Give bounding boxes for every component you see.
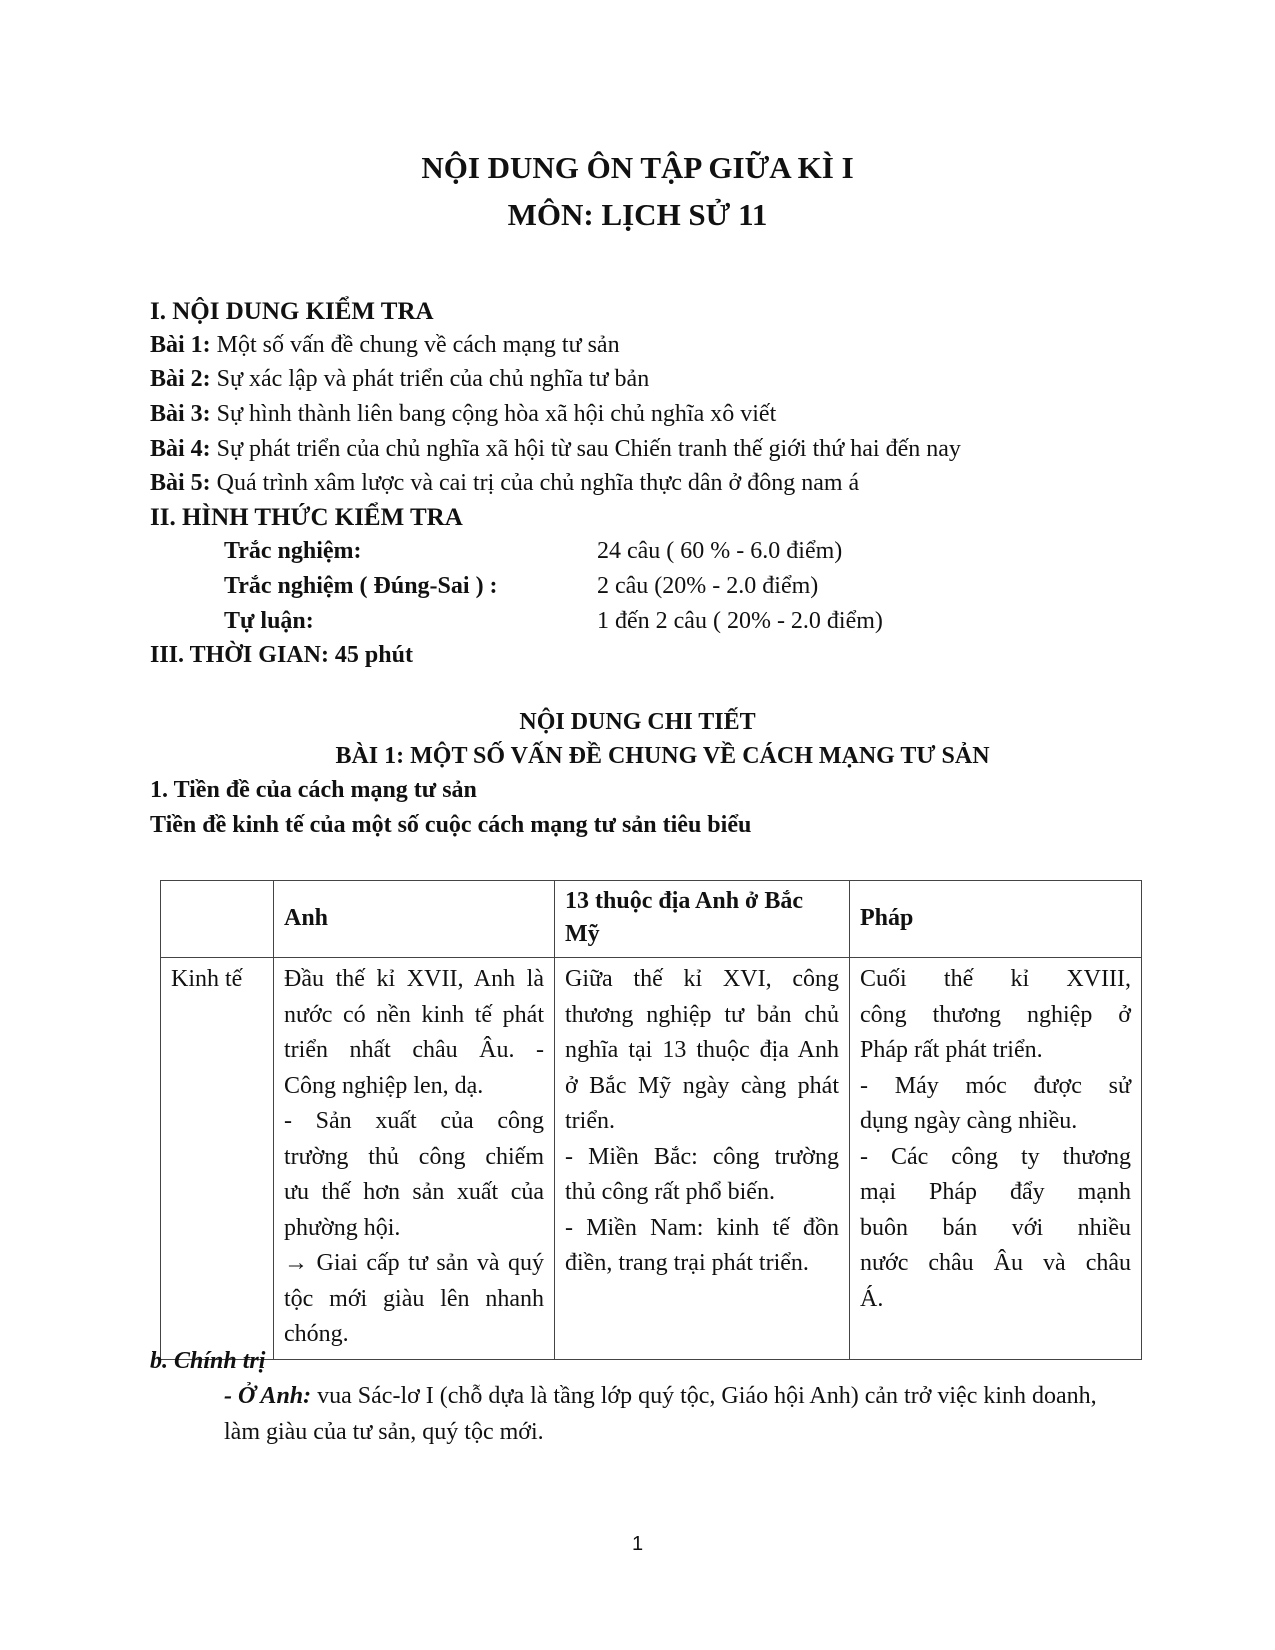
cell-phap [850, 958, 1142, 1360]
cell-line: - Miền Bắc: công trường [565, 1143, 839, 1170]
document-title: NỘI DUNG ÔN TẬP GIỮA KÌ I [421, 150, 854, 185]
cell-13-colonies [555, 958, 850, 1360]
cell-line: Giữa thế kỉ XVI, công [565, 966, 839, 992]
detail-heading: NỘI DUNG CHI TIẾT [519, 709, 756, 735]
lesson-item [150, 363, 649, 395]
format-value: 2 câu (20% - 2.0 điểm) [597, 573, 819, 599]
table-header-row [161, 881, 1142, 958]
cell-line: nước có nền kinh tế phát [284, 1001, 544, 1028]
cell-line: tộc mới giàu lên nhanh [284, 1285, 544, 1312]
section-heading-time: III. THỜI GIAN: 45 phút [150, 642, 413, 668]
economy-table [160, 880, 1142, 1360]
lesson-text: Quá trình xâm lược và cai trị của chủ nghĩa thực dân ở đông nam á [216, 470, 860, 496]
cell-line: Á. [860, 1285, 884, 1312]
format-label: Tự luận: [224, 608, 314, 634]
cell-line: thủ công rất phổ biến. [565, 1179, 775, 1205]
lesson-label: Bài 1: [150, 332, 211, 358]
cell-line: → Giai cấp tư sản và quý [284, 1250, 544, 1276]
lesson-text: Sự xác lập và phát triển của chủ nghĩa tư bản [216, 366, 650, 392]
cell-line: Cuối thế kỉ XVIII, [860, 966, 1131, 992]
cell-line: thương nghiệp tư bản chủ [565, 1001, 839, 1028]
cell-line: chóng. [284, 1321, 349, 1347]
page-number: 1 [631, 1533, 644, 1555]
table-header-cell: 13 thuộc địa Anh ở Bắc Mỹ [555, 881, 850, 958]
cell-line: triển nhất châu Âu. - [284, 1037, 544, 1063]
lesson-text: Sự phát triển của chủ nghĩa xã hội từ sau Chiến tranh thế giới thứ hai đến nay [216, 436, 961, 462]
section-heading-content: I. NỘI DUNG KIỂM TRA [150, 298, 434, 325]
table-header-cell [161, 881, 274, 958]
cell-line: - Miền Nam: kinh tế đồn [565, 1214, 839, 1241]
paragraph-label: - Ở Anh: [224, 1383, 312, 1409]
cell-anh [274, 958, 555, 1360]
lesson-label: Bài 5: [150, 470, 211, 496]
row-label: Kinh tế [161, 958, 274, 1360]
cell-line: ưu thế hơn sản xuất của [284, 1179, 544, 1205]
format-label: Trắc nghiệm ( Đúng-Sai ) : [224, 573, 498, 599]
table-header-cell: Pháp [850, 881, 1142, 958]
format-value: 1 đến 2 câu ( 20% - 2.0 điểm) [597, 608, 883, 634]
lesson-item [150, 329, 620, 361]
cell-line: Công nghiệp len, dạ. [284, 1072, 484, 1099]
cell-line: ở Bắc Mỹ ngày càng phát [565, 1072, 839, 1099]
lesson-title: BÀI 1: MỘT SỐ VẤN ĐỀ CHUNG VỀ CÁCH MẠNG TƯ SẢN [335, 743, 990, 769]
format-value: 24 câu ( 60 % - 6.0 điểm) [597, 538, 843, 564]
lesson-label: Bài 4: [150, 436, 211, 462]
cell-line: nghĩa tại 13 thuộc địa Anh [565, 1037, 839, 1063]
lesson-item [150, 433, 961, 465]
cell-line: công thương nghiệp ở [860, 1001, 1131, 1028]
cell-line: Đầu thế kỉ XVII, Anh là [284, 966, 544, 992]
cell-line: - Máy móc được sử [860, 1072, 1131, 1099]
cell-line: phường hội. [284, 1214, 401, 1241]
lesson-label: Bài 2: [150, 366, 211, 392]
cell-line: buôn bán với nhiều [860, 1214, 1131, 1241]
politics-paragraph [224, 1378, 1124, 1450]
cell-line: Pháp rất phát triển. [860, 1037, 1043, 1063]
lesson-text: Một số vấn đề chung về cách mạng tư sản [216, 332, 620, 358]
cell-line: mại Pháp đẩy mạnh [860, 1179, 1131, 1205]
cell-line: trường thủ công chiếm [284, 1143, 544, 1170]
subsection-politics: b. Chính trị [150, 1348, 266, 1374]
cell-line: nước châu Âu và châu [860, 1250, 1131, 1276]
subject-title: MÔN: LỊCH SỬ 11 [507, 197, 768, 232]
cell-line: điền, trang trại phát triển. [565, 1250, 809, 1276]
lesson-label: Bài 3: [150, 401, 211, 427]
cell-line: - Sản xuất của công [284, 1108, 544, 1134]
table-header-cell: Anh [274, 881, 555, 958]
section-heading-format: II. HÌNH THỨC KIỂM TRA [150, 504, 463, 531]
subsection-heading: 1. Tiền đề của cách mạng tư sản [150, 777, 477, 803]
cell-line: triển. [565, 1108, 615, 1134]
table-row [161, 958, 1142, 1360]
cell-line: - Các công ty thương [860, 1143, 1131, 1170]
format-label: Trắc nghiệm: [224, 538, 362, 564]
lesson-item [150, 467, 859, 499]
table-caption: Tiền đề kinh tế của một số cuộc cách mạng tư sản tiêu biểu [150, 812, 752, 838]
paragraph-text: vua Sác-lơ I (chỗ dựa là tầng lớp quý tộc, Giáo hội Anh) cản trở việc kinh doanh, làm giàu của tư sản, quý tộc mới. [224, 1383, 1097, 1445]
lesson-item [150, 398, 776, 430]
cell-line: dụng ngày càng nhiều. [860, 1108, 1078, 1134]
lesson-text: Sự hình thành liên bang cộng hòa xã hội chủ nghĩa xô viết [216, 401, 777, 427]
